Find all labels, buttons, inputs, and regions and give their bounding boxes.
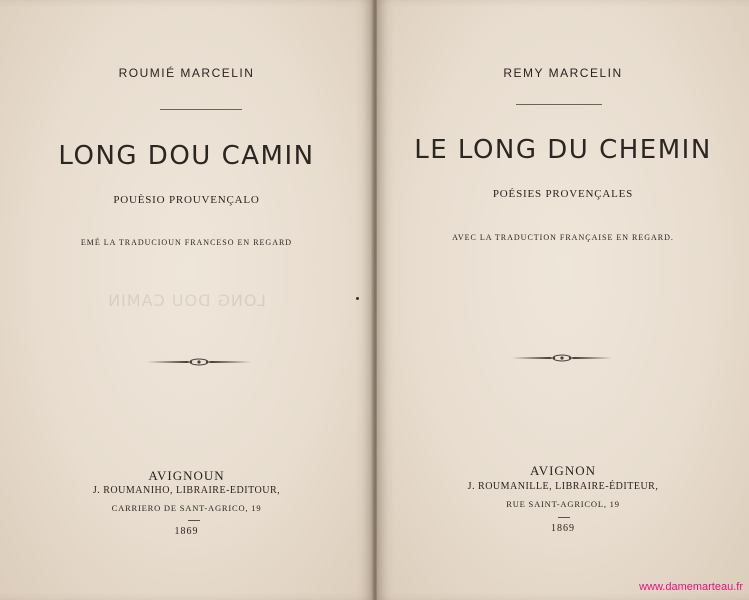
right-translation-note: AVEC LA TRADUCTION FRANÇAISE EN REGARD. [452, 233, 674, 242]
right-title-rule [516, 104, 602, 105]
right-title: LE LONG DU CHEMIN [414, 135, 712, 165]
right-city: AVIGNON [530, 463, 596, 478]
left-publisher: J. ROUMANIHO, LIBRAIRE-EDITOUR, [92, 485, 281, 496]
watermark-link[interactable]: www.damemarteau.fr [639, 581, 743, 593]
right-page [377, 0, 749, 600]
ink-speck [356, 297, 359, 300]
left-page [0, 0, 373, 600]
bleed-through-text: LONG DOU CAMIN [107, 291, 266, 310]
right-year: 1869 [551, 523, 575, 534]
right-subtitle: POÉSIES PROVENÇALES [492, 188, 634, 200]
left-address: CARRIERO DE SANT-AGRICO, 19 [111, 503, 262, 513]
left-year: 1869 [174, 526, 199, 537]
right-publisher: J. ROUMANILLE, LIBRAIRE-ÉDITEUR, [467, 481, 659, 492]
left-title-rule [160, 109, 242, 110]
right-year-dash [558, 517, 570, 518]
right-address: RUE SAINT-AGRICOL, 19 [506, 499, 620, 509]
right-ornament-icon [512, 353, 612, 363]
left-ornament-icon [147, 357, 251, 367]
left-subtitle: POUÈSIO PROUVENÇALO [113, 194, 260, 206]
left-year-dash [188, 520, 200, 521]
left-title: LONG DOU CAMIN [58, 141, 315, 171]
left-translation-note: EMÉ LA TRADUCIOUN FRANCESO EN REGARD [80, 238, 293, 247]
left-city: AVIGNOUN [148, 468, 225, 483]
left-author: ROUMIÉ MARCELIN [118, 66, 255, 80]
right-author: REMY MARCELIN [503, 66, 623, 80]
